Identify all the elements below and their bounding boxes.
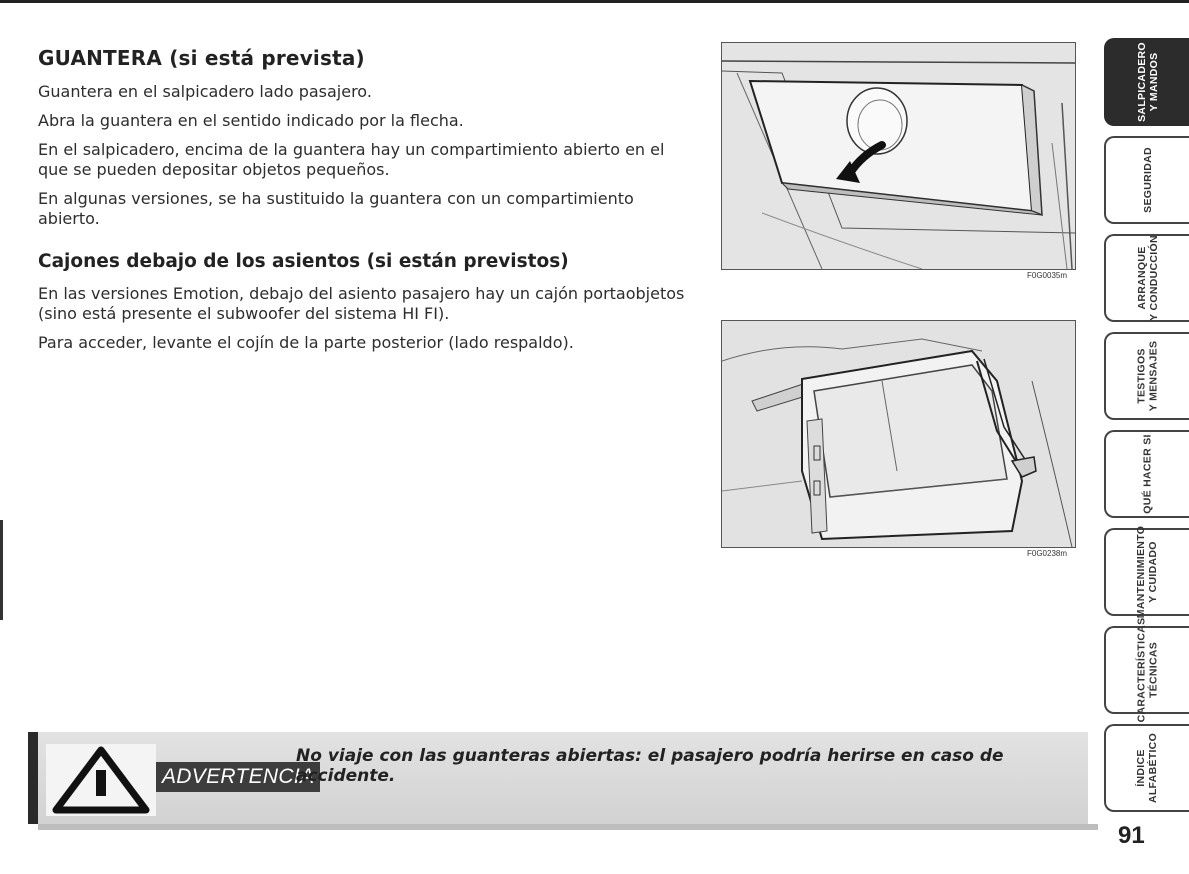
tab-label: MANTENIMIENTO — [1135, 525, 1148, 619]
figure-glovebox — [721, 42, 1076, 270]
tab-label: CARACTERÍSTICAS — [1135, 617, 1148, 723]
tab-label: SEGURIDAD — [1141, 147, 1154, 213]
tab-label: Y MENSAJES — [1147, 340, 1160, 412]
figure-seat-drawer — [721, 320, 1076, 548]
paragraph: Para acceder, levante el cojín de la parte posterior (lado respaldo). — [38, 333, 574, 352]
main-content — [38, 46, 698, 362]
warning-badge: ADVERTENCIA — [156, 762, 320, 792]
tab-seguridad[interactable] — [1104, 136, 1189, 224]
figure-code: F0G0238m — [1027, 549, 1068, 558]
paragraph: Abra la guantera en el sentido indicado por la flecha. — [38, 111, 464, 130]
tab-label: ARRANQUE — [1135, 246, 1148, 310]
page-number: 91 — [1118, 822, 1145, 849]
tab-label: Y CUIDADO — [1147, 541, 1160, 603]
tab-testigos-y-mensajes[interactable] — [1104, 332, 1189, 420]
warning-text: No viaje con las guanteras abiertas: el pasajero podría herirse en caso de accidente. — [296, 746, 1004, 786]
left-edge-rule — [0, 520, 3, 620]
tab-indice-alfabetico[interactable] — [1104, 724, 1189, 812]
paragraph: En algunas versiones, se ha sustituido la guantera con un compartimiento abierto. — [38, 189, 634, 228]
tab-label: ÍNDICE — [1135, 749, 1148, 787]
warning-shadow — [38, 824, 1098, 830]
tab-label: TÉCNICAS — [1147, 641, 1160, 699]
glovebox-illustration — [722, 43, 1075, 269]
tab-label: TESTIGOS — [1135, 348, 1148, 404]
seat-drawer-illustration — [722, 321, 1075, 547]
warning-triangle-icon — [46, 744, 156, 816]
tab-label: Y MANDOS — [1147, 52, 1160, 112]
warning-banner — [28, 732, 1088, 824]
paragraph: En las versiones Emotion, debajo del asiento pasajero hay un cajón portaobjetos (sino está presente el subwoofer del sistema HI FI). — [38, 284, 685, 323]
tab-arranque-y-conduccion[interactable] — [1104, 234, 1189, 322]
section-title-guantera: GUANTERA (si está prevista) — [38, 46, 365, 70]
tab-label: ALFABÉTICO — [1147, 732, 1160, 804]
tab-mantenimiento-y-cuidado[interactable] — [1104, 525, 1189, 619]
paragraph: Guantera en el salpicadero lado pasajero. — [38, 82, 372, 101]
tab-label: Y CONDUCCIÓN — [1147, 235, 1160, 321]
tab-salpicadero-y-mandos[interactable] — [1104, 38, 1189, 126]
figure-code: F0G0035m — [1027, 271, 1068, 280]
section-title-cajones: Cajones debajo de los asientos (si están previstos) — [38, 251, 569, 272]
top-rule — [0, 0, 1189, 3]
paragraph: En el salpicadero, encima de la guantera hay un compartimiento abierto en el que se pueden depositar objetos pequeños. — [38, 140, 665, 179]
tab-que-hacer-si[interactable] — [1104, 430, 1189, 518]
tab-label: SALPICADERO — [1135, 42, 1148, 122]
section-tabs — [1104, 38, 1189, 838]
tab-label: QUÉ HACER SI — [1141, 434, 1154, 514]
tab-caracteristicas-tecnicas[interactable] — [1104, 617, 1189, 723]
